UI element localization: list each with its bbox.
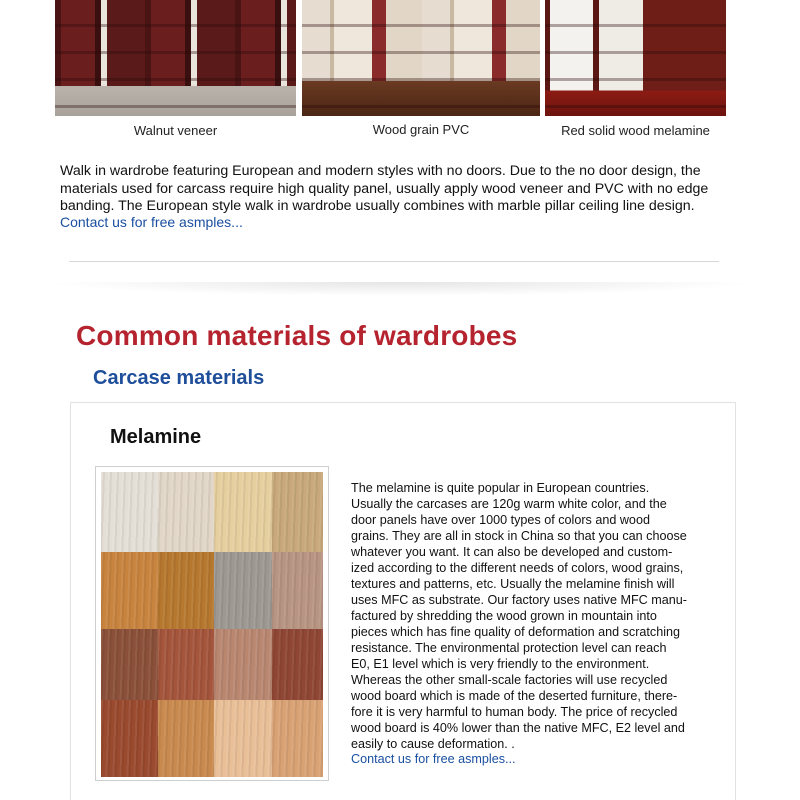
swatch-grid — [101, 472, 323, 775]
melamine-line: uses MFC as substrate. Our factory uses native MFC manu- — [351, 593, 687, 607]
melamine-contact-samples-link[interactable]: Contact us for free asmples... — [351, 752, 516, 766]
wood-swatch — [158, 552, 214, 629]
photo-caption-walnut: Walnut veneer — [133, 123, 218, 138]
section-subtitle: Carcase materials — [93, 367, 265, 389]
section-title: Common materials of wardrobes — [76, 320, 518, 351]
melamine-line: grains. They are all in stock in China so that you can choose — [351, 529, 687, 543]
melamine-line: textures and patterns, etc. Usually the melamine finish will — [351, 577, 675, 591]
melamine-title: Melamine — [110, 426, 202, 448]
melamine-description — [351, 480, 721, 752]
section-divider — [69, 261, 719, 262]
wood-swatch — [101, 629, 158, 700]
melamine-line: ized according to the different needs of colors, wood grains, — [351, 561, 684, 575]
melamine-line: The melamine is quite popular in European countries. — [351, 481, 650, 495]
wood-swatch — [272, 629, 323, 700]
intro-paragraph: Walk in wardrobe featuring European and modern styles with no doors. Due to the no door design, the materials used for carcass require high quality panel, usually apply wood veneer and PVC with no edge banding. The European style walk in wardrobe usually combines with marble pillar ceiling line design. — [60, 163, 709, 214]
wood-swatch — [158, 629, 214, 700]
wood-grain-pvc-wardrobe-photo — [302, 0, 540, 116]
melamine-line: door panels have over 1000 types of colors and wood — [351, 513, 650, 527]
melamine-line: Usually the carcases are 120g warm white color, and the — [351, 497, 667, 511]
melamine-line: fore it is very harmful to human body. The price of recycled — [351, 705, 678, 719]
contact-samples-link[interactable]: Contact us for free asmples... — [60, 214, 243, 230]
photo-caption-pvc: Wood grain PVC — [372, 122, 470, 137]
section-shadow — [40, 282, 760, 296]
wood-swatch — [214, 552, 272, 629]
wood-swatch — [214, 629, 272, 700]
wood-swatch — [158, 472, 214, 552]
wood-swatch — [214, 700, 272, 777]
wood-swatch — [214, 472, 272, 552]
wood-swatch — [101, 700, 158, 777]
melamine-line: easily to cause deformation. . — [351, 737, 515, 751]
photo-caption-melamine: Red solid wood melamine — [561, 123, 710, 138]
wood-swatch — [272, 472, 323, 552]
melamine-line: whatever you want. It can also be developed and custom- — [351, 545, 673, 559]
melamine-swatch-image — [95, 466, 329, 781]
wood-swatch — [272, 552, 323, 629]
melamine-line: wood board which is made of the deserted furniture, there- — [351, 689, 678, 703]
melamine-line: E0, E1 level which is very friendly to the environment. — [351, 657, 650, 671]
melamine-line: wood board is 40% lower than the native MFC, E2 level and — [351, 721, 685, 735]
wood-swatch — [101, 472, 158, 552]
melamine-line: pieces which has fine quality of deformation and scratching — [351, 625, 681, 639]
wood-swatch — [101, 552, 158, 629]
red-melamine-wardrobe-photo — [545, 0, 726, 116]
wood-swatch — [158, 700, 214, 777]
melamine-line: Whereas the other small-scale factories will use recycled — [351, 673, 668, 687]
wood-swatch — [272, 700, 323, 777]
melamine-line: resistance. The environmental protection level can reach — [351, 641, 667, 655]
melamine-line: factured by shredding the wood grown in mountain into — [351, 609, 657, 623]
walnut-veneer-wardrobe-photo — [55, 0, 296, 116]
